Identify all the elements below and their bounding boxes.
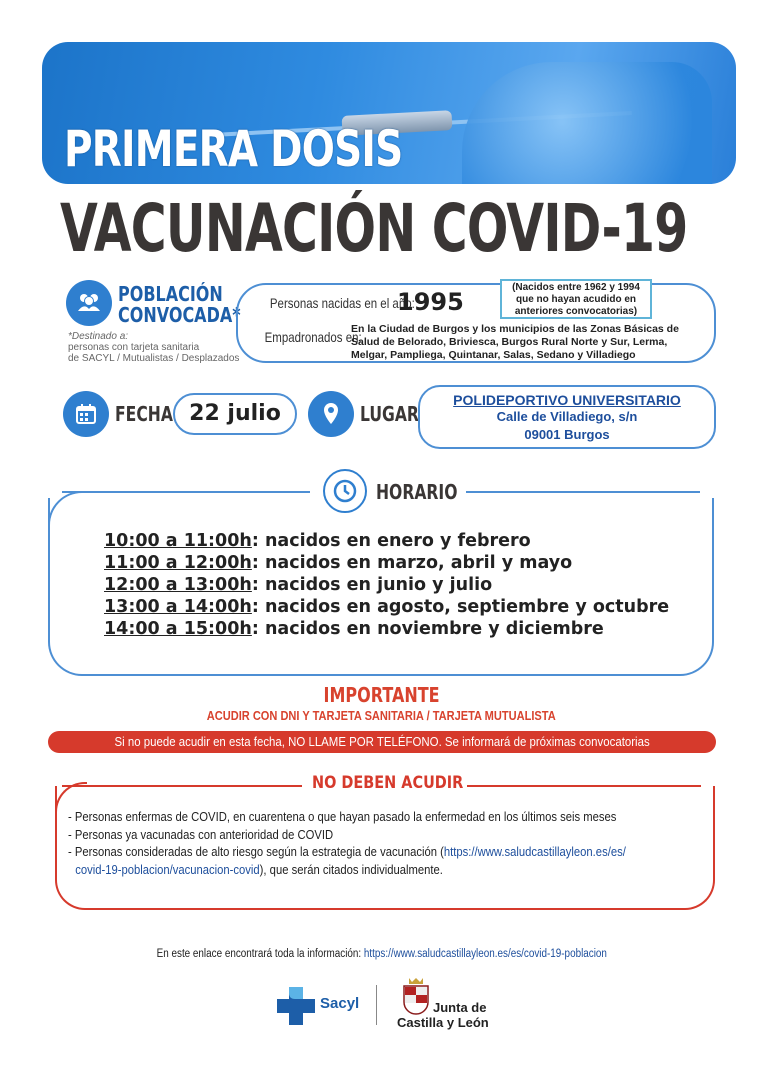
importante-title-text: IMPORTANTE <box>323 683 440 707</box>
fecha-value: 22 julio <box>173 393 297 435</box>
year-value: 1995 <box>397 288 464 316</box>
lugar-postcode: 09001 Burgos <box>524 427 610 442</box>
empadronados-line: Salud de Belorado, Briviesca, Burgos Rural Norte y Sur, Lerma, <box>351 336 668 348</box>
schedule-row <box>104 618 669 640</box>
main-title: VACUNACIÓN COVID-19 <box>60 190 688 267</box>
schedule-text: : nacidos en agosto, septiembre y octubre <box>251 597 670 617</box>
gloved-hand-image <box>462 62 712 184</box>
jcyl-text: Junta de <box>433 1000 487 1015</box>
hero-title: PRIMERA DOSIS <box>64 120 403 178</box>
schedule-time: 11:00 a 12:00h <box>104 553 252 573</box>
no-deben-list <box>68 809 708 879</box>
no-deben-item: - Personas ya vacunadas con anterioridad de COVID <box>68 827 334 842</box>
warning-banner <box>48 731 716 753</box>
divider <box>466 491 700 493</box>
vacunacion-link[interactable]: https://www.saludcastillayleon.es/es/ <box>443 845 626 859</box>
empadronados-line: En la Ciudad de Burgos y los municipios de las Zonas Básicas de <box>351 323 679 335</box>
calendar-icon <box>63 391 109 437</box>
lugar-box <box>418 385 716 449</box>
destinado-note <box>68 331 239 364</box>
year-note-line: que no hayan acudido en <box>515 294 636 305</box>
poblacion-label-line: POBLACIÓN <box>118 282 223 306</box>
schedule-time: 14:00 a 15:00h <box>104 619 252 639</box>
empadronados-line: Melgar, Pampliega, Quintanar, Salas, Sedano y Villadiego <box>351 349 636 361</box>
logo-divider <box>376 985 377 1025</box>
no-deben-item: - Personas enfermas de COVID, en cuarentena o que hayan pasado la enfermedad en los últimos seis meses <box>68 810 617 824</box>
lugar-address: Calle de Villadiego, s/n <box>496 409 638 424</box>
no-deben-item-text: ), que serán citados individualmente. <box>259 862 443 877</box>
warning-banner-text: Si no puede acudir en esta fecha, NO LLAME POR TELÉFONO. Se informará de próximas convocatorias <box>114 734 650 749</box>
location-pin-icon <box>308 391 354 437</box>
lugar-name: POLIDEPORTIVO UNIVERSITARIO <box>453 392 681 408</box>
lugar-label: LUGAR <box>360 402 419 426</box>
sacyl-text: Sacyl <box>320 995 360 1012</box>
destinado-line: personas con tarjeta sanitaria <box>68 342 200 353</box>
schedule-row <box>104 552 669 574</box>
sacyl-cross-icon <box>275 985 317 1027</box>
vacunacion-link[interactable]: covid-19-poblacion/vacunacion-covid <box>75 862 260 877</box>
year-note-line: (Nacidos entre 1962 y 1994 <box>512 282 640 293</box>
schedule-time: 10:00 a 11:00h <box>104 531 252 551</box>
poblacion-label-line: CONVOCADA* <box>118 303 241 327</box>
horario-label: HORARIO <box>376 480 458 504</box>
schedule-row <box>104 596 669 618</box>
fecha-label: FECHA <box>115 402 173 426</box>
schedule-text: : nacidos en marzo, abril y mayo <box>251 553 573 573</box>
footer-info-text: En este enlace encontrará toda la información: <box>156 948 364 960</box>
importante-subtitle <box>0 708 763 723</box>
jcyl-shield-icon <box>401 976 431 1016</box>
destinado-line: de SACYL / Mutualistas / Desplazados <box>68 353 240 364</box>
year-note-line: anteriores convocatorias) <box>514 306 638 317</box>
schedule-row <box>104 574 669 596</box>
hero-banner <box>42 42 736 184</box>
schedule-time: 13:00 a 14:00h <box>104 597 252 617</box>
destinado-line: *Destinado a: <box>68 331 129 342</box>
no-deben-item-text: - Personas consideradas de alto riesgo según la estrategia de vacunación ( <box>68 845 444 859</box>
year-label: Personas nacidas en el año: <box>269 295 415 311</box>
no-deben-item <box>68 862 644 880</box>
people-icon <box>66 280 112 326</box>
footer-info <box>0 948 763 960</box>
schedule-text: : nacidos en junio y julio <box>251 575 493 595</box>
empadronados-label: Empadronados en: <box>264 329 362 345</box>
importante-title <box>0 683 763 707</box>
importante-subtitle-text: ACUDIR CON DNI Y TARJETA SANITARIA / TARJETA MUTUALISTA <box>207 708 556 723</box>
no-deben-item <box>68 844 644 862</box>
schedule-time: 12:00 a 13:00h <box>104 575 252 595</box>
schedule-list <box>104 530 669 640</box>
schedule-text: : nacidos en enero y febrero <box>251 531 531 551</box>
poblacion-label <box>118 284 241 326</box>
schedule-text: : nacidos en noviembre y diciembre <box>251 619 604 639</box>
divider <box>62 491 310 493</box>
year-note <box>500 279 652 319</box>
jcyl-text: Castilla y León <box>397 1015 489 1030</box>
schedule-row <box>104 530 669 552</box>
empadronados-value <box>351 323 696 362</box>
info-link[interactable]: https://www.saludcastillayleon.es/es/covid-19-poblacion <box>363 948 607 960</box>
no-deben-label: NO DEBEN ACUDIR <box>312 773 464 793</box>
